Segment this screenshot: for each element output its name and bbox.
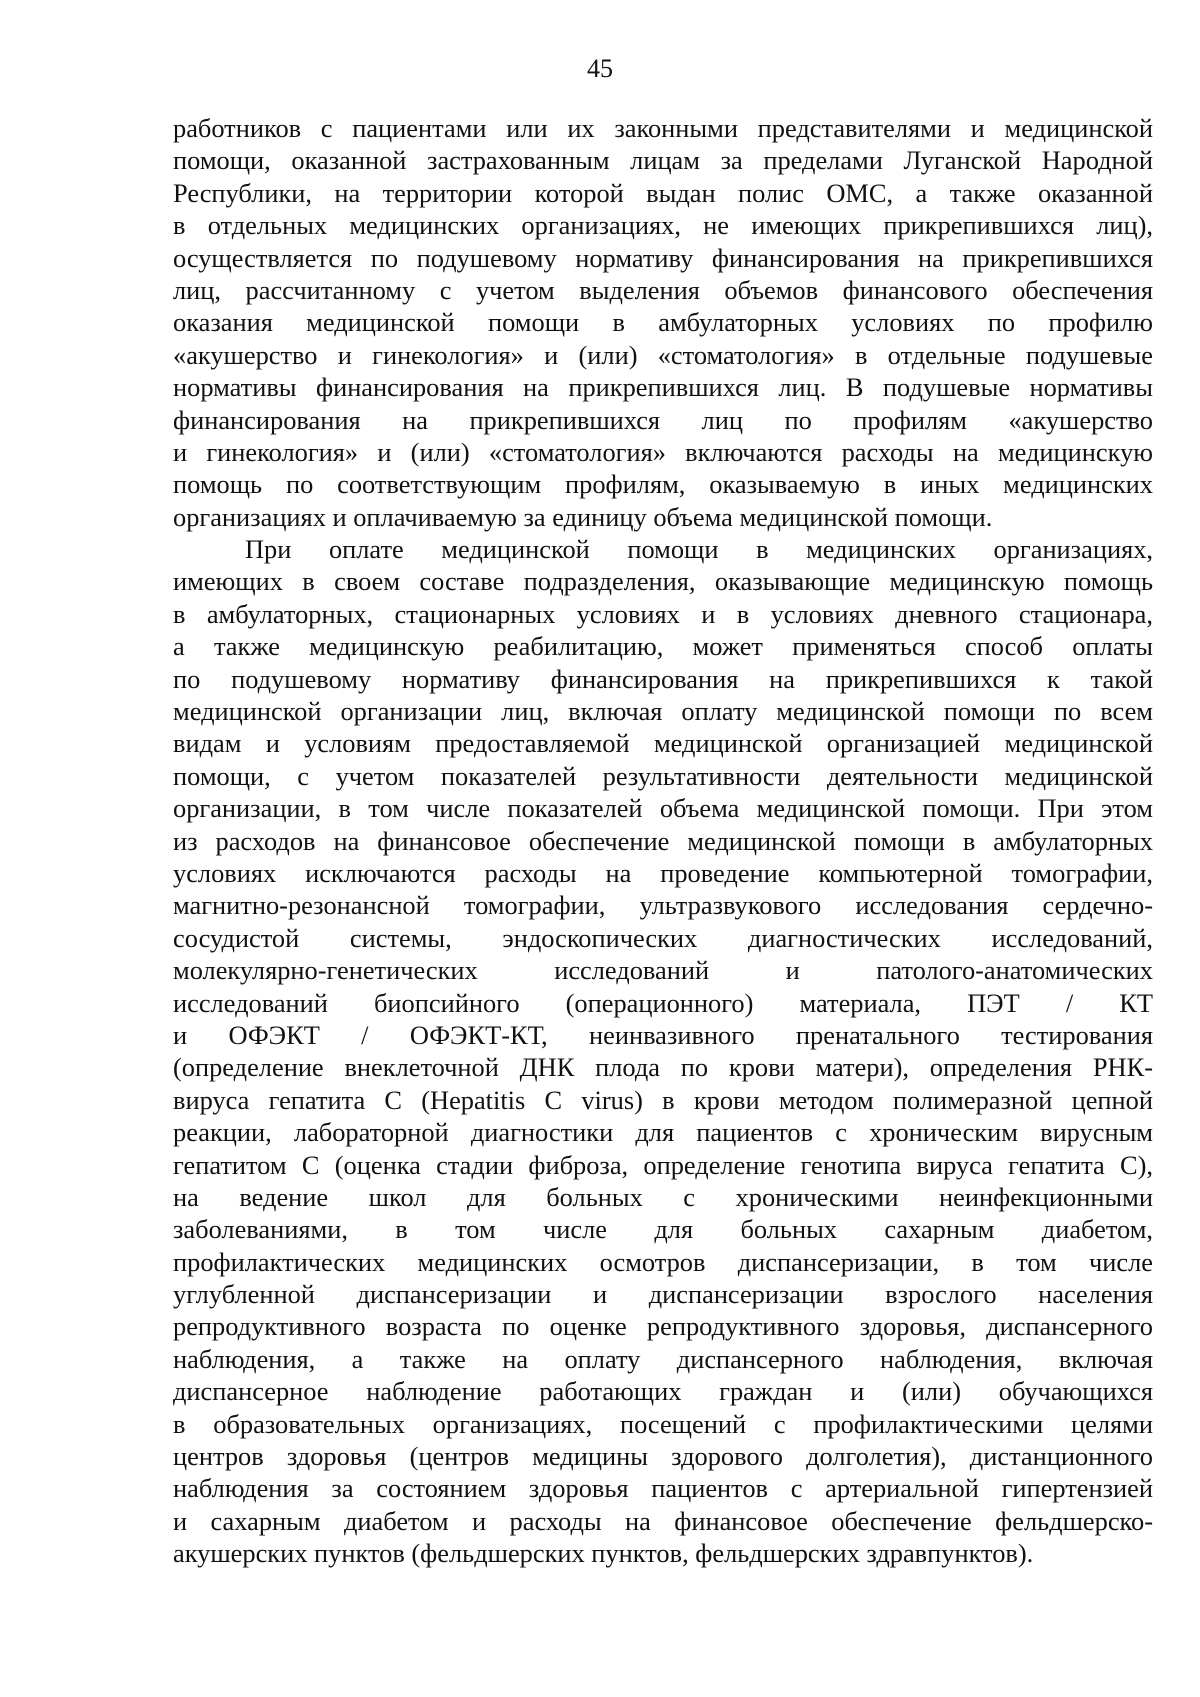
text-line: акушерских пунктов (фельдшерских пунктов, фельдшерских здравпунктов). — [173, 1538, 1034, 1569]
text-line: работников с пациентами или их законными представителями и медицинской — [173, 113, 1153, 143]
text-line: и гинекология» и (или) «стоматология» включаются расходы на медицинскую — [173, 436, 1153, 467]
text-line: (определение внеклеточной ДНК плода по крови матери), определения РНК- — [173, 1052, 1153, 1083]
text-line: заболеваниями, в том числе для больных сахарным диабетом, — [173, 1214, 1153, 1245]
text-line: вируса гепатита С (Hepatitis C virus) в крови методом полимеразной цепной — [173, 1084, 1153, 1115]
text-line: наблюдения за состоянием здоровья пациентов с артериальной гипертензией — [173, 1473, 1153, 1504]
text-line: на ведение школ для больных с хроническими неинфекционными — [173, 1181, 1153, 1212]
paragraph-1 — [173, 112, 1153, 533]
text-line: в образовательных организациях, посещений с профилактическими целями — [173, 1408, 1153, 1439]
text-line: в амбулаторных, стационарных условиях и в условиях дневного стационара, — [173, 598, 1153, 629]
text-line: по подушевому нормативу финансирования на прикрепившихся к такой — [173, 663, 1153, 694]
text-line: магнитно-резонансной томографии, ультразвукового исследования сердечно- — [173, 890, 1153, 921]
text-line: в отдельных медицинских организациях, не имеющих прикрепившихся лиц), — [173, 210, 1153, 241]
text-line: углубленной диспансеризации и диспансеризации взрослого населения — [173, 1279, 1153, 1310]
text-line: сосудистой системы, эндоскопических диагностических исследований, — [173, 922, 1153, 953]
text-line: наблюдения, а также на оплату диспансерного наблюдения, включая — [173, 1343, 1153, 1374]
text-line: организации, в том числе показателей объема медицинской помощи. При этом — [173, 793, 1153, 824]
text-line: и сахарным диабетом и расходы на финансовое обеспечение фельдшерско- — [173, 1505, 1153, 1536]
text-line: а также медицинскую реабилитацию, может применяться способ оплаты — [173, 631, 1153, 662]
text-line: организациях и оплачиваемую за единицу объема медицинской помощи. — [173, 501, 993, 532]
text-line: диспансерное наблюдение работающих граждан и (или) обучающихся — [173, 1376, 1153, 1407]
text-line: оказания медицинской помощи в амбулаторных условиях по профилю — [173, 307, 1153, 338]
text-line: «акушерство и гинекология» и (или) «стоматология» в отдельные подушевые — [173, 339, 1153, 370]
text-line: репродуктивного возраста по оценке репродуктивного здоровья, диспансерного — [173, 1311, 1153, 1342]
document-body — [173, 112, 1153, 1570]
text-line: Республики, на территории которой выдан полис ОМС, а также оказанной — [173, 177, 1153, 208]
text-line: имеющих в своем составе подразделения, оказывающие медицинскую помощь — [173, 566, 1153, 597]
text-line: нормативы финансирования на прикрепившихся лиц. В подушевые нормативы — [173, 372, 1153, 403]
text-line: помощи, с учетом показателей результативности деятельности медицинской — [173, 760, 1153, 791]
text-line: финансирования на прикрепившихся лиц по профилям «акушерство — [173, 404, 1153, 435]
text-line: исследований биопсийного (операционного) материала, ПЭТ / КТ — [173, 987, 1153, 1018]
text-line: осуществляется по подушевому нормативу финансирования на прикрепившихся — [173, 242, 1153, 273]
text-line: При оплате медицинской помощи в медицинских организациях, — [245, 534, 1153, 565]
paragraph-2 — [173, 533, 1153, 1570]
text-line: молекулярно-генетических исследований и патолого-анатомических — [173, 955, 1153, 986]
text-line: из расходов на финансовое обеспечение медицинской помощи в амбулаторных — [173, 825, 1153, 856]
text-line: гепатитом С (оценка стадии фиброза, определение генотипа вируса гепатита С), — [173, 1149, 1153, 1180]
text-line: видам и условиям предоставляемой медицинской организацией медицинской — [173, 728, 1153, 759]
text-line: реакции, лабораторной диагностики для пациентов с хроническим вирусным — [173, 1117, 1153, 1148]
page-number: 45 — [587, 54, 613, 83]
text-line: центров здоровья (центров медицины здорового долголетия), дистанционного — [173, 1441, 1153, 1472]
text-line: лиц, рассчитанному с учетом выделения объемов финансового обеспечения — [173, 274, 1153, 305]
text-line: условиях исключаются расходы на проведение компьютерной томографии, — [173, 857, 1153, 888]
text-line: и ОФЭКТ / ОФЭКТ-КТ, неинвазивного пренатального тестирования — [173, 1019, 1153, 1050]
text-line: помощь по соответствующим профилям, оказываемую в иных медицинских — [173, 469, 1153, 500]
text-line: профилактических медицинских осмотров диспансеризации, в том числе — [173, 1246, 1153, 1277]
text-line: помощи, оказанной застрахованным лицам за пределами Луганской Народной — [173, 145, 1153, 176]
text-line: медицинской организации лиц, включая оплату медицинской помощи по всем — [173, 696, 1153, 727]
